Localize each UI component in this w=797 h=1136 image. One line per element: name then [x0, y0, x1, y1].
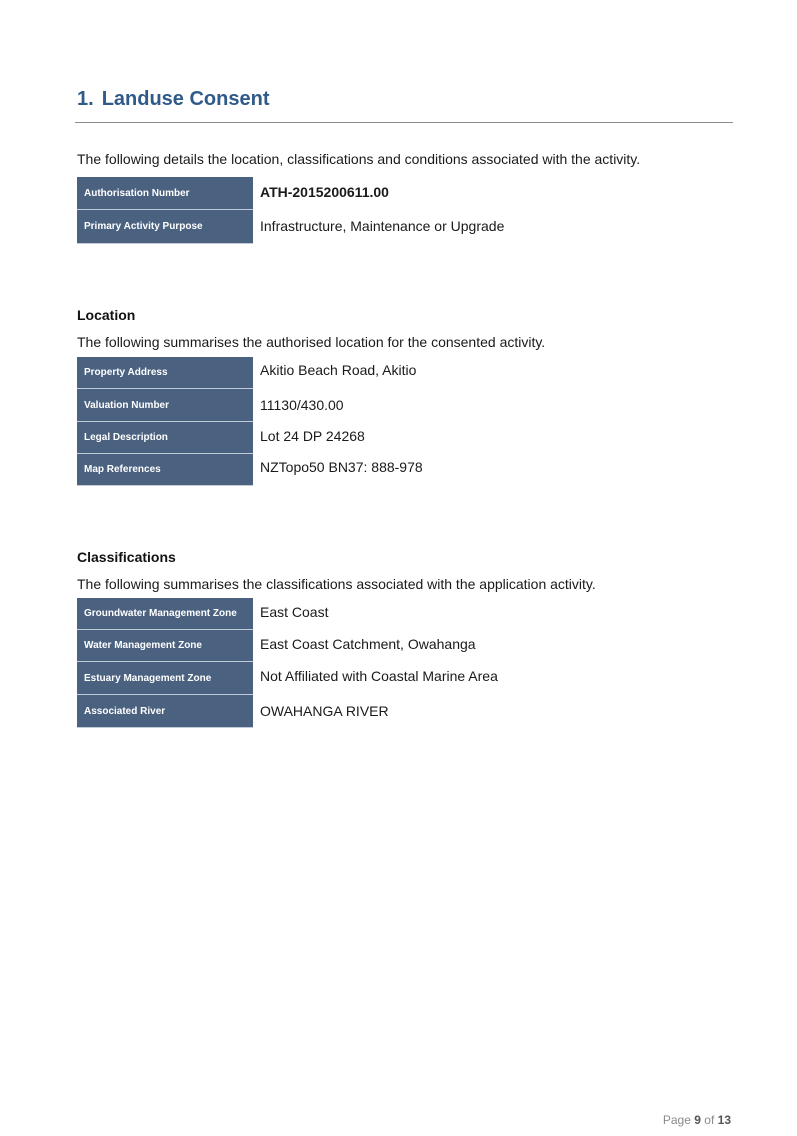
section-number: 1. — [77, 88, 94, 110]
section-heading — [77, 88, 269, 111]
table-row — [77, 210, 577, 244]
total-pages: 13 — [717, 1113, 731, 1127]
row-label: Map References — [77, 454, 253, 486]
row-label: Estuary Management Zone — [77, 662, 253, 695]
table-row — [77, 422, 577, 454]
current-page: 9 — [694, 1113, 701, 1127]
location-heading: Location — [77, 307, 136, 323]
row-label: Property Address — [77, 357, 253, 389]
page-of: of — [704, 1113, 715, 1127]
classifications-intro: The following summarises the classifications associated with the application activity. — [77, 576, 596, 592]
intro-text: The following details the location, classifications and conditions associated with the activity. — [77, 151, 641, 167]
row-label: Legal Description — [77, 422, 253, 454]
row-value: Infrastructure, Maintenance or Upgrade — [260, 218, 505, 234]
row-value: 11130/430.00 — [260, 397, 344, 413]
page-number — [663, 1113, 731, 1127]
table-row — [77, 177, 577, 210]
row-label: Water Management Zone — [77, 630, 253, 662]
page-prefix: Page — [662, 1113, 691, 1127]
location-intro: The following summarises the authorised location for the consented activity. — [77, 334, 546, 350]
row-value: Not Affiliated with Coastal Marine Area — [260, 668, 498, 684]
table-row — [77, 357, 577, 389]
authorisation-number-value: ATH-2015200611.00 — [260, 184, 389, 200]
row-label: Primary Activity Purpose — [77, 210, 253, 244]
row-label: Valuation Number — [77, 389, 253, 422]
table-row — [77, 454, 577, 486]
consent-table — [77, 177, 577, 244]
row-label: Associated River — [77, 695, 253, 728]
table-row — [77, 598, 577, 630]
row-label: Authorisation Number — [77, 177, 253, 210]
row-value: East Coast Catchment, Owahanga — [260, 636, 476, 652]
section-title: Landuse Consent — [101, 88, 270, 110]
classifications-heading: Classifications — [77, 549, 176, 565]
row-value: Lot 24 DP 24268 — [260, 428, 365, 444]
table-row — [77, 662, 577, 695]
location-table — [77, 357, 577, 486]
row-label: Groundwater Management Zone — [77, 598, 253, 630]
row-value: Akitio Beach Road, Akitio — [260, 362, 417, 378]
table-row — [77, 389, 577, 422]
classifications-table — [77, 598, 577, 728]
table-row — [77, 630, 577, 662]
row-value: OWAHANGA RIVER — [260, 703, 389, 719]
table-row — [77, 695, 577, 728]
row-value: NZTopo50 BN37: 888-978 — [260, 459, 423, 475]
row-value: East Coast — [260, 604, 329, 620]
heading-divider — [75, 122, 733, 123]
